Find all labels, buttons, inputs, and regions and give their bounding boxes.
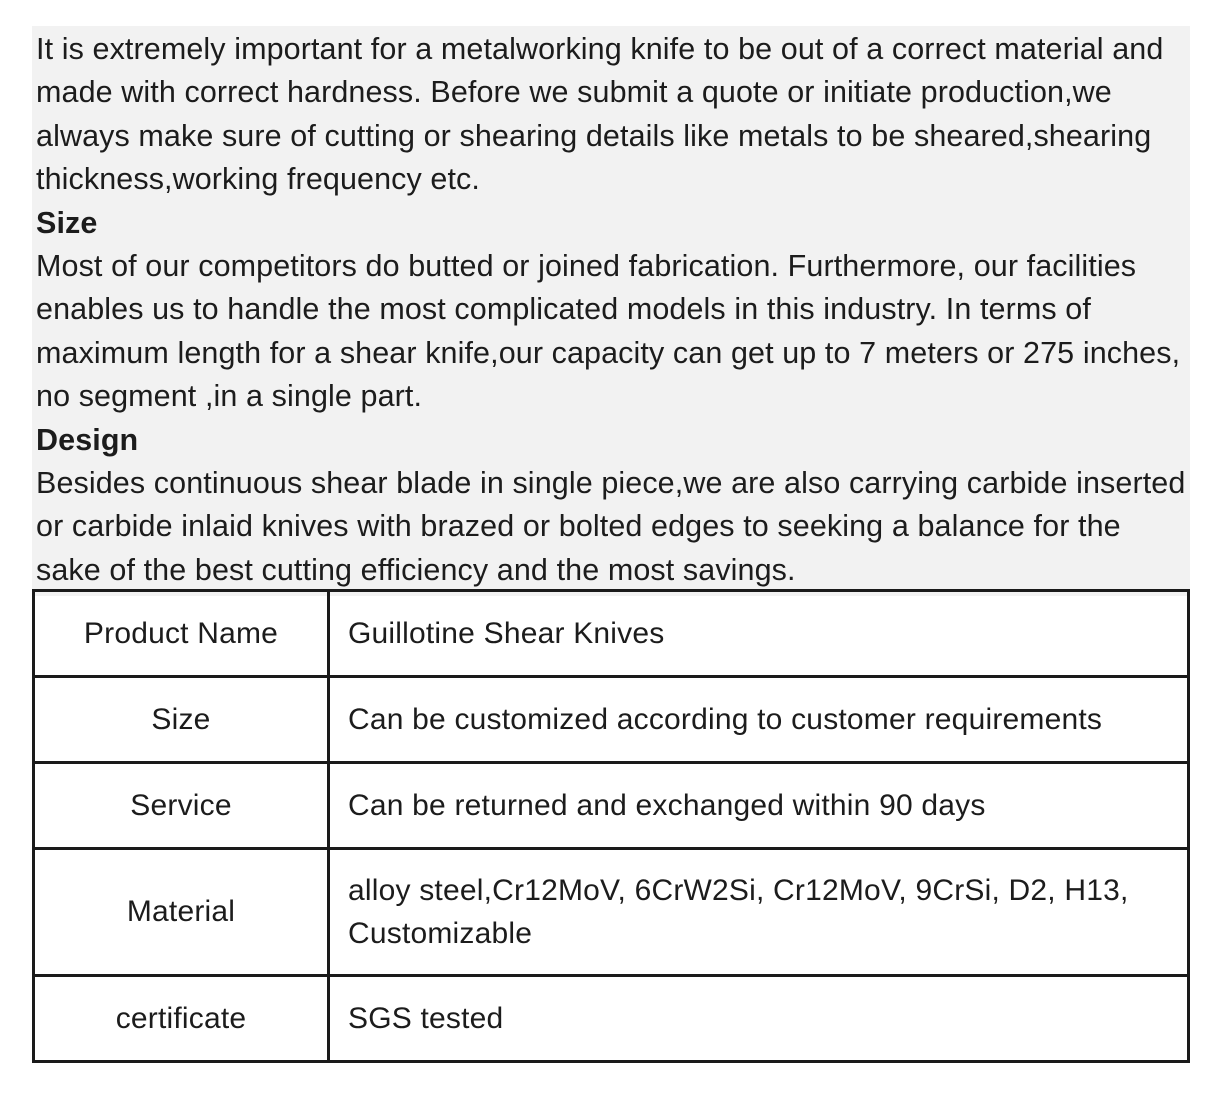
spec-value: alloy steel,Cr12MoV, 6CrW2Si, Cr12MoV, 9CrSi, D2, H13, Customizable (329, 849, 1189, 976)
spec-label: Material (34, 849, 329, 976)
design-paragraph: Besides continuous shear blade in single piece,we are also carrying carbide inserted or carbide inlaid knives with brazed or bolted edges to seeking a balance for the sake of the best cutting efficiency and the most savings. (36, 466, 1186, 587)
intro-paragraph: It is extremely important for a metalworking knife to be out of a correct material and made with correct hardness. Before we submit a quote or initiate production,we always make sure of cutting or shearing details like metals to be sheared,shearing thickness,working frequency etc. (36, 32, 1164, 197)
design-heading: Design (36, 422, 139, 457)
spec-table (32, 589, 1190, 1063)
spec-value: SGS tested (329, 976, 1189, 1062)
spec-label: certificate (34, 976, 329, 1062)
size-paragraph: Most of our competitors do butted or joined fabrication. Furthermore, our facilities enables us to handle the most complicated models in this industry. In terms of maximum length for a shear knife,our capacity can get up to 7 meters or 275 inches, no segment ,in a single part. (36, 249, 1181, 414)
spec-value: Guillotine Shear Knives (329, 591, 1189, 677)
spec-label: Product Name (34, 591, 329, 677)
table-row-certificate (34, 976, 1189, 1062)
size-heading: Size (36, 205, 98, 240)
description-block (32, 26, 1190, 596)
spec-label: Service (34, 763, 329, 849)
spec-label: Size (34, 677, 329, 763)
table-row-material (34, 849, 1189, 976)
table-row-product-name (34, 591, 1189, 677)
table-row-size (34, 677, 1189, 763)
table-row-service (34, 763, 1189, 849)
spec-value: Can be customized according to customer requirements (329, 677, 1189, 763)
spec-value: Can be returned and exchanged within 90 days (329, 763, 1189, 849)
